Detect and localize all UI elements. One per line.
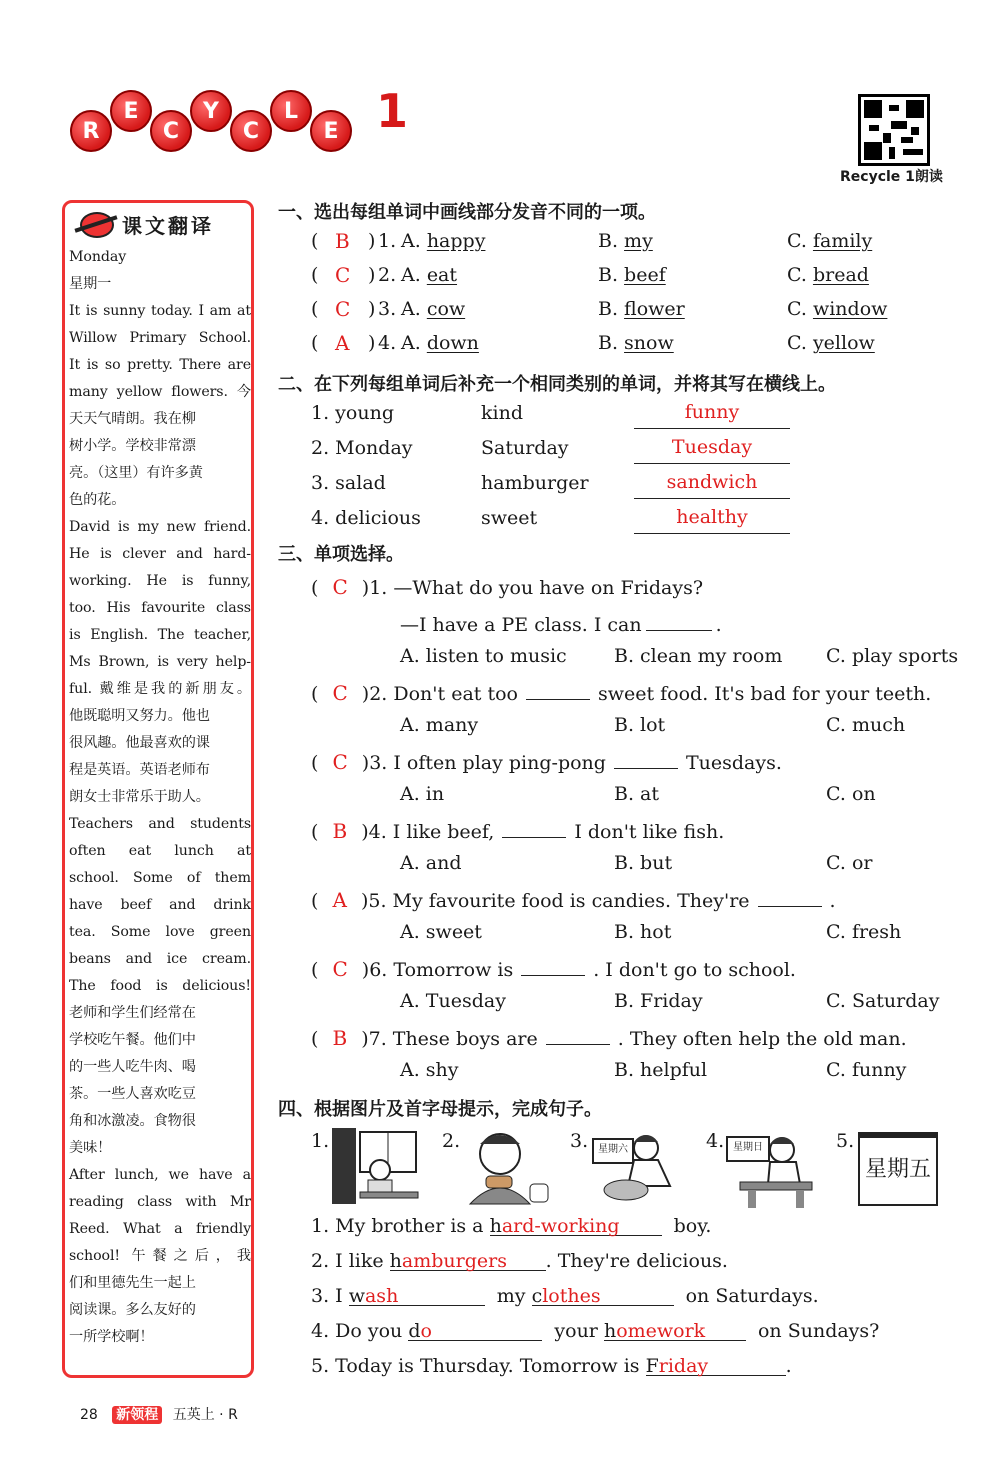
question-text: . <box>829 890 836 912</box>
sidebar-line: David is my new friend. <box>69 519 251 535</box>
recycle-number: 1 <box>376 84 409 138</box>
question-text: 5. My favourite food is candies. They're <box>368 890 750 912</box>
page-number: 28 <box>80 1407 98 1423</box>
answer-blank[interactable] <box>646 610 712 631</box>
option-label: C. <box>787 332 813 354</box>
answer-blank[interactable] <box>546 1024 610 1045</box>
question-text: Tuesdays. <box>685 752 782 774</box>
sidebar-line: school! 午餐之后，我 <box>69 1248 251 1264</box>
answer-letter[interactable]: C <box>332 575 348 599</box>
word-2: sweet <box>481 507 538 529</box>
girl-homework-picture <box>734 1126 814 1210</box>
question-line-2 <box>400 610 722 636</box>
question-text: 3. I often play ping-pong <box>369 752 606 774</box>
question-text: 7. These boys are <box>368 1028 538 1050</box>
sidebar-line: 老师和学生们经常在 <box>69 1005 196 1021</box>
option-a <box>401 230 485 252</box>
sidebar-line: 星期一 <box>69 276 112 292</box>
paren-close: ) <box>355 577 370 599</box>
option-label: B. <box>598 264 625 286</box>
option-a <box>401 332 479 354</box>
question-text: I don't like fish. <box>574 821 725 843</box>
option-label: B. <box>598 332 625 354</box>
option-b[interactable]: B. but <box>614 852 673 874</box>
sidebar-line: reading class with Mr <box>69 1194 251 1210</box>
sidebar-line: too. His favourite class <box>69 600 251 616</box>
recycle-letter: L <box>270 90 312 132</box>
paren-open: ( <box>311 230 319 252</box>
answer-blank[interactable] <box>526 679 590 700</box>
option-word: bread <box>812 264 869 286</box>
answer-blank[interactable]: sandwich <box>634 471 790 499</box>
hint-letter: h <box>489 1215 502 1237</box>
paren-open: ( <box>311 332 319 354</box>
phonics-question <box>311 332 991 362</box>
answer-blank[interactable] <box>521 955 585 976</box>
sidebar-line: He is clever and hard- <box>69 546 251 562</box>
planet-icon <box>80 212 114 238</box>
sidebar-line: 天天气晴朗。我在柳 <box>69 411 196 427</box>
answer-blank[interactable]: healthy <box>634 506 790 534</box>
sidebar-line: 学校吃午餐。他们中 <box>69 1032 196 1048</box>
sentence-text: 2. I like <box>311 1250 390 1272</box>
option-word: down <box>426 332 479 354</box>
sentence-1-blank[interactable] <box>490 1215 662 1236</box>
question-text: —I have a PE class. I can <box>400 614 642 636</box>
answer-letter[interactable]: B <box>332 1026 348 1050</box>
mc-question <box>311 817 724 843</box>
sentence-text: my <box>496 1285 532 1307</box>
brand-badge: 新领程 <box>112 1406 162 1424</box>
answer-letter[interactable]: C <box>332 750 348 774</box>
recycle-letter: C <box>150 110 192 152</box>
option-b[interactable]: B. Friday <box>614 990 703 1012</box>
option-c[interactable]: C. on <box>826 783 876 805</box>
paren-close: ) <box>355 821 369 843</box>
section4-title: 四、根据图片及首字母提示，完成句子。 <box>278 1099 602 1120</box>
sidebar-line: is English. The teacher, <box>69 627 251 643</box>
question-number: 3. <box>378 298 397 320</box>
option-b <box>598 298 685 320</box>
sidebar-line: Monday <box>69 249 127 265</box>
paren-open: ( <box>311 264 319 286</box>
question-number: 4. <box>378 332 397 354</box>
word-2: Saturday <box>481 437 569 459</box>
sidebar-line: ful. 戴维是我的新朋友。 <box>69 681 251 697</box>
option-b[interactable]: B. hot <box>614 921 672 943</box>
recycle-letter: C <box>230 110 272 152</box>
hint-letter: F <box>645 1355 659 1377</box>
page-footer <box>80 1404 238 1424</box>
sentence-text: 4. Do you <box>311 1320 409 1342</box>
mc-question <box>311 886 836 912</box>
option-word: snow <box>624 332 674 354</box>
paren-close: ) <box>355 959 370 981</box>
option-label: B. <box>598 230 625 252</box>
paren-close: ) <box>355 752 370 774</box>
sentence-3-blank-2[interactable] <box>532 1285 674 1306</box>
sidebar-line: It is sunny today. I am at <box>69 303 251 319</box>
paren-close: ) <box>368 230 376 252</box>
paren-close: ) <box>354 890 369 912</box>
sidebar-title-text: 课文翻译 <box>122 214 214 238</box>
option-label: B. <box>598 298 625 320</box>
paren-open: ( <box>311 821 325 843</box>
sidebar-line: After lunch, we have a <box>69 1167 251 1183</box>
sidebar-line: many yellow flowers. 今 <box>69 384 251 400</box>
pic-number: 3. <box>570 1130 589 1152</box>
sentence-3 <box>311 1285 819 1307</box>
answer-letter[interactable]: A <box>332 888 347 912</box>
sidebar-line: Willow Primary School. <box>69 330 251 346</box>
sentence-text: 3. I <box>311 1285 349 1307</box>
option-label: C. <box>787 230 813 252</box>
section3-title: 三、单项选择。 <box>278 544 404 565</box>
phonics-question <box>311 264 991 294</box>
sidebar-line: 茶。一些人喜欢吃豆 <box>69 1086 196 1102</box>
sidebar-line: Ms Brown, is very help- <box>69 654 251 670</box>
paren-close: ) <box>355 683 370 705</box>
option-c[interactable]: C. or <box>826 852 873 874</box>
sentence-2-blank[interactable] <box>390 1250 546 1271</box>
boy-eating-picture <box>460 1126 552 1206</box>
pic-number: 5. <box>836 1130 855 1152</box>
option-c[interactable]: C. Saturday <box>826 990 940 1012</box>
girl-washing-picture <box>600 1126 690 1206</box>
answer-blank[interactable] <box>758 886 822 907</box>
option-b <box>598 230 653 252</box>
sentence-text: on Sundays? <box>757 1320 880 1342</box>
question-number: 2. <box>378 264 397 286</box>
answer-blank[interactable] <box>502 817 566 838</box>
sidebar-text <box>69 244 251 1351</box>
sentence-text: boy. <box>673 1215 712 1237</box>
sidebar-line: 朗女士非常乐于助人。 <box>69 789 210 805</box>
option-a[interactable]: A. shy <box>400 1059 459 1081</box>
option-c <box>787 264 869 286</box>
question-text: 6. Tomorrow is <box>369 959 514 981</box>
sentence-3-blank-1[interactable] <box>349 1285 485 1306</box>
hint-letter: h <box>389 1250 402 1272</box>
answer-blank[interactable] <box>614 748 678 769</box>
word-1: 2. Monday <box>311 437 413 459</box>
sidebar-line: working. He is funny, <box>69 573 251 589</box>
mc-question <box>311 748 782 774</box>
option-a[interactable]: A. and <box>400 852 462 874</box>
sidebar-line: It is so pretty. There are <box>69 357 251 373</box>
word-2: hamburger <box>481 472 589 494</box>
paren-open: ( <box>311 683 325 705</box>
sentence-text: 5. Today is Thursday. Tomorrow is <box>311 1355 646 1377</box>
sentence-text: . They're delicious. <box>545 1250 728 1272</box>
answer-letter[interactable]: B <box>332 819 348 843</box>
option-word: yellow <box>812 332 875 354</box>
sentence-1 <box>311 1215 711 1237</box>
option-word: window <box>812 298 888 320</box>
option-a[interactable]: A. listen to music <box>400 645 567 667</box>
option-a[interactable]: A. Tuesday <box>400 990 506 1012</box>
sidebar-line: 程是英语。英语老师布 <box>69 762 210 778</box>
hint-letter: h <box>603 1320 617 1342</box>
option-word: cow <box>426 298 466 320</box>
answer-letter[interactable]: C <box>335 297 351 321</box>
option-b[interactable]: B. clean my room <box>614 645 783 667</box>
option-word: flower <box>624 298 685 320</box>
section1-title: 一、选出每组单词中画线部分发音不同的一项。 <box>278 202 656 223</box>
sidebar-line: have beef and drink <box>69 897 251 913</box>
sidebar-line: school. Some of them <box>69 870 251 886</box>
question-text: 1. —What do you have on Fridays? <box>369 577 704 599</box>
recycle-letter: R <box>70 110 112 152</box>
mc-question <box>311 1024 907 1050</box>
option-b <box>598 264 666 286</box>
sidebar-title <box>80 210 214 239</box>
option-word: beef <box>624 264 666 286</box>
sidebar-line: 美味！ <box>69 1140 112 1156</box>
answer-letter[interactable]: B <box>335 229 350 253</box>
answer: lothes <box>542 1285 601 1307</box>
answer: amburgers <box>401 1250 507 1272</box>
answer-letter[interactable]: A <box>335 331 350 355</box>
word-2: kind <box>481 402 523 424</box>
grade-label: 五英上 · R <box>172 1407 238 1423</box>
sidebar-line: Reed. What a friendly <box>69 1221 251 1237</box>
paren-close: ) <box>368 264 376 286</box>
sidebar-line: 色的花。 <box>69 492 126 508</box>
hint-letter: w <box>348 1285 365 1307</box>
option-c[interactable]: C. funny <box>826 1059 907 1081</box>
answer: riday <box>658 1355 709 1377</box>
mc-question <box>311 575 703 599</box>
option-c[interactable]: C. fresh <box>826 921 902 943</box>
sentence-text: . <box>785 1355 792 1377</box>
question-text: 2. Don't eat too <box>369 683 518 705</box>
option-b <box>598 332 674 354</box>
sentence-4-blank-2[interactable] <box>604 1320 746 1341</box>
sentence-4 <box>311 1320 879 1342</box>
calendar-saturday: 星期六 <box>592 1138 634 1164</box>
sentence-2 <box>311 1250 728 1272</box>
question-number: 1. <box>378 230 397 252</box>
paren-close: ) <box>368 298 376 320</box>
sentence-text: your <box>554 1320 604 1342</box>
pic-number: 4. <box>706 1130 725 1152</box>
answer: ash <box>364 1285 399 1307</box>
sidebar-line: tea. Some love green <box>69 924 251 940</box>
option-a[interactable]: A. in <box>400 783 445 805</box>
calendar-sunday: 星期日 <box>726 1136 770 1162</box>
calendar-friday-text: 星期五 <box>864 1157 931 1182</box>
option-a <box>401 298 465 320</box>
option-a <box>401 264 457 286</box>
option-b[interactable]: B. at <box>614 783 660 805</box>
option-label: A. <box>401 332 427 354</box>
sidebar-line: 亮。（这里）有许多黄 <box>69 465 203 481</box>
option-label: C. <box>787 298 813 320</box>
answer: omework <box>616 1320 706 1342</box>
option-word: eat <box>426 264 458 286</box>
mc-question <box>311 955 796 981</box>
recycle-letter: Y <box>190 90 232 132</box>
word-1: 1. young <box>311 402 394 424</box>
sentence-5-blank[interactable] <box>646 1355 786 1376</box>
sidebar-line: 角和冰激凌。食物很 <box>69 1113 196 1129</box>
word-1: 4. delicious <box>311 507 421 529</box>
sentence-text: on Saturdays. <box>685 1285 819 1307</box>
option-label: A. <box>401 264 427 286</box>
option-word: happy <box>426 230 486 252</box>
hint-letter: d <box>408 1320 421 1342</box>
option-c <box>787 332 875 354</box>
question-text: 4. I like beef, <box>368 821 495 843</box>
qr-code-icon[interactable] <box>858 94 930 166</box>
option-label: C. <box>787 264 813 286</box>
answer-letter[interactable]: C <box>332 681 348 705</box>
sentence-text: 1. My brother is a <box>311 1215 490 1237</box>
pic-number: 2. <box>442 1130 461 1152</box>
answer-blank[interactable]: funny <box>634 401 790 429</box>
pic-number: 1. <box>311 1130 330 1152</box>
option-a[interactable]: A. many <box>400 714 479 736</box>
sidebar-line: The food is delicious! <box>69 978 251 994</box>
word-1: 3. salad <box>311 472 386 494</box>
option-word: my <box>624 230 653 252</box>
paren-open: ( <box>311 1028 325 1050</box>
sidebar-line: Teachers and students <box>69 816 251 832</box>
phonics-question <box>311 230 991 260</box>
answer-letter[interactable]: C <box>332 957 348 981</box>
option-b[interactable]: B. helpful <box>614 1059 708 1081</box>
qr-label: Recycle 1朗读 <box>840 169 943 185</box>
answer-letter[interactable]: C <box>335 263 351 287</box>
sidebar-line: 他既聪明又努力。他也 <box>69 708 210 724</box>
option-c[interactable]: C. play sports <box>826 645 959 667</box>
question-text: . They often help the old man. <box>617 1028 907 1050</box>
paren-open: ( <box>311 890 325 912</box>
answer-blank[interactable]: Tuesday <box>634 436 790 464</box>
option-b[interactable]: B. lot <box>614 714 666 736</box>
sidebar-line: 们和里德先生一起上 <box>69 1275 196 1291</box>
calendar-friday <box>858 1132 938 1206</box>
boy-studying-picture <box>330 1126 422 1206</box>
paren-open: ( <box>311 577 325 599</box>
option-label: A. <box>401 230 427 252</box>
question-text: sweet food. It's bad for your teeth. <box>597 683 932 705</box>
question-text: . <box>715 614 722 636</box>
sidebar-line: 一所学校啊！ <box>69 1329 154 1345</box>
sentence-5 <box>311 1355 792 1377</box>
paren-close: ) <box>368 332 376 354</box>
phonics-question <box>311 298 991 328</box>
option-c <box>787 298 887 320</box>
option-c <box>787 230 872 252</box>
paren-open: ( <box>311 298 319 320</box>
option-c[interactable]: C. much <box>826 714 906 736</box>
hint-letter: c <box>531 1285 543 1307</box>
sidebar-line: 树小学。学校非常漂 <box>69 438 196 454</box>
recycle-letter: E <box>110 90 152 132</box>
sidebar-line: beans and ice cream. <box>69 951 251 967</box>
sentence-4-blank-1[interactable] <box>408 1320 542 1341</box>
answer: o <box>420 1320 432 1342</box>
question-text: . I don't go to school. <box>593 959 796 981</box>
paren-open: ( <box>311 752 325 774</box>
sidebar-line: often eat lunch at <box>69 843 251 859</box>
paren-close: ) <box>355 1028 369 1050</box>
paren-open: ( <box>311 959 325 981</box>
sidebar-line: 的一些人吃牛肉、喝 <box>69 1059 196 1075</box>
option-word: family <box>812 230 873 252</box>
option-label: A. <box>401 298 427 320</box>
recycle-letter: E <box>310 110 352 152</box>
mc-question <box>311 679 931 705</box>
sidebar-line: 很风趣。他最喜欢的课 <box>69 735 210 751</box>
section2-title: 二、在下列每组单词后补充一个相同类别的单词，并将其写在横线上。 <box>278 374 836 395</box>
option-a[interactable]: A. sweet <box>400 921 482 943</box>
recycle-title <box>70 84 409 144</box>
sidebar-line: 阅读课。多么友好的 <box>69 1302 196 1318</box>
answer: ard-working <box>501 1215 620 1237</box>
